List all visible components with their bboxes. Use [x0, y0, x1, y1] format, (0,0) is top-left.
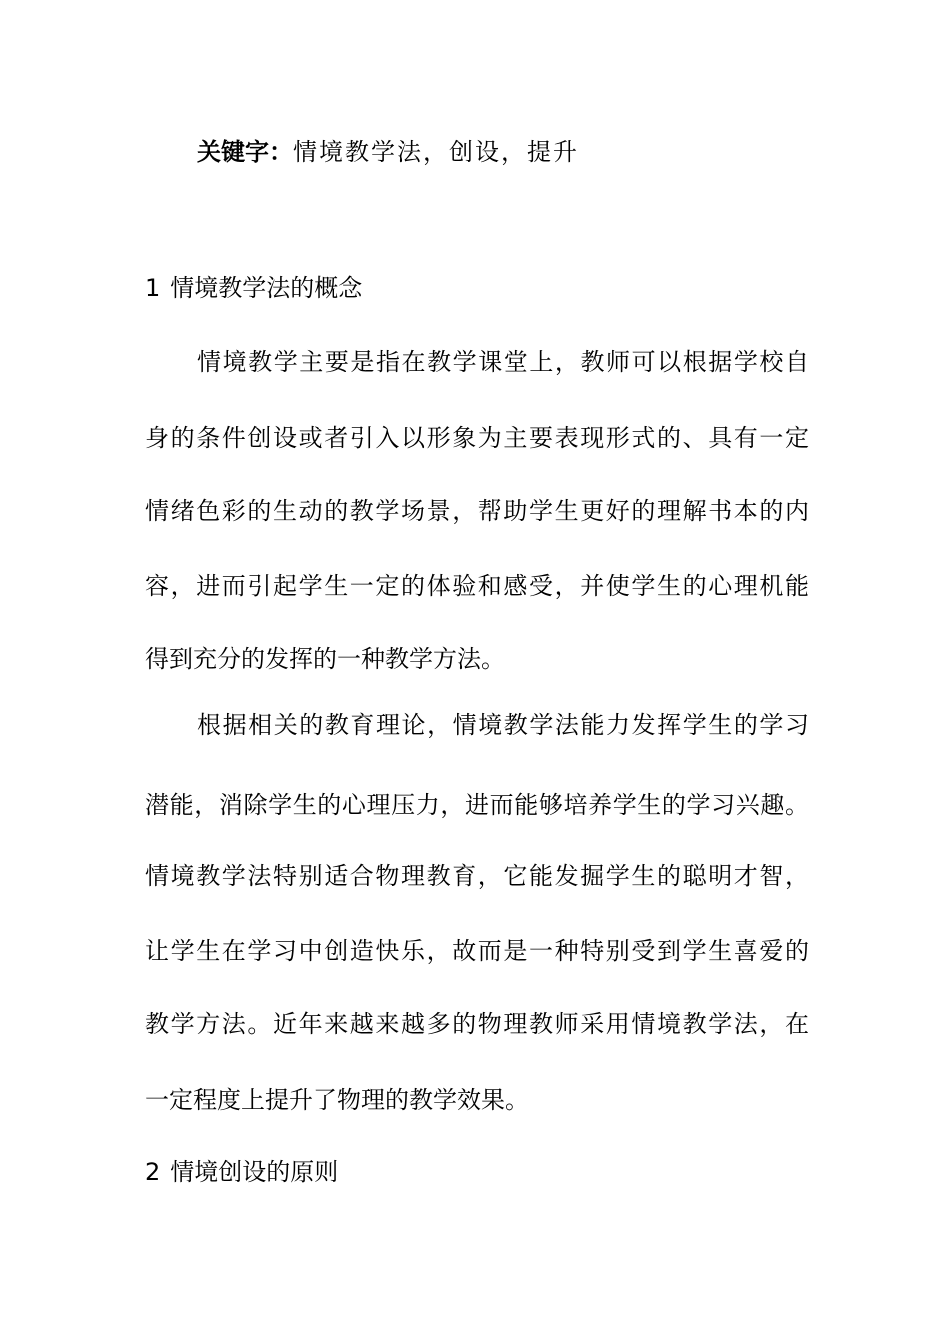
paragraph-line: 根据相关的教育理论，情境教学法能力发挥学生的学习: [197, 711, 809, 739]
section-number: 2: [145, 1158, 161, 1186]
paragraph-line: 教学方法。近年来越来越多的物理教师采用情境教学法，在: [145, 1010, 809, 1038]
paragraph-line: 情绪色彩的生动的教学场景，帮助学生更好的理解书本的内: [145, 497, 809, 525]
section-heading-2: [145, 1152, 338, 1192]
keywords-value: 情境教学法，创设，提升: [293, 138, 579, 166]
paragraph-line: 让学生在学习中创造快乐，故而是一种特别受到学生喜爱的: [145, 937, 809, 965]
paragraph-line: 潜能，消除学生的心理压力，进而能够培养学生的学习兴趣。: [145, 791, 809, 819]
paragraph-line: 身的条件创设或者引入以形象为主要表现形式的、具有一定: [145, 424, 809, 452]
section-title: 情境创设的原则: [170, 1158, 339, 1186]
paragraph-line: 情境教学主要是指在教学课堂上，教师可以根据学校自: [197, 348, 809, 376]
keywords-line: [197, 132, 579, 172]
paragraph-line: 情境教学法特别适合物理教育，它能发掘学生的聪明才智，: [145, 862, 809, 890]
section-number: 1: [145, 274, 161, 302]
paragraph-line: 容，进而引起学生一定的体验和感受，并使学生的心理机能: [145, 572, 809, 600]
paragraph-line: 得到充分的发挥的一种教学方法。: [145, 645, 505, 673]
section-title: 情境教学法的概念: [170, 274, 363, 302]
paragraph-line: 一定程度上提升了物理的教学效果。: [145, 1086, 529, 1114]
keywords-label: 关键字：: [197, 138, 293, 166]
section-heading-1: [145, 268, 362, 308]
